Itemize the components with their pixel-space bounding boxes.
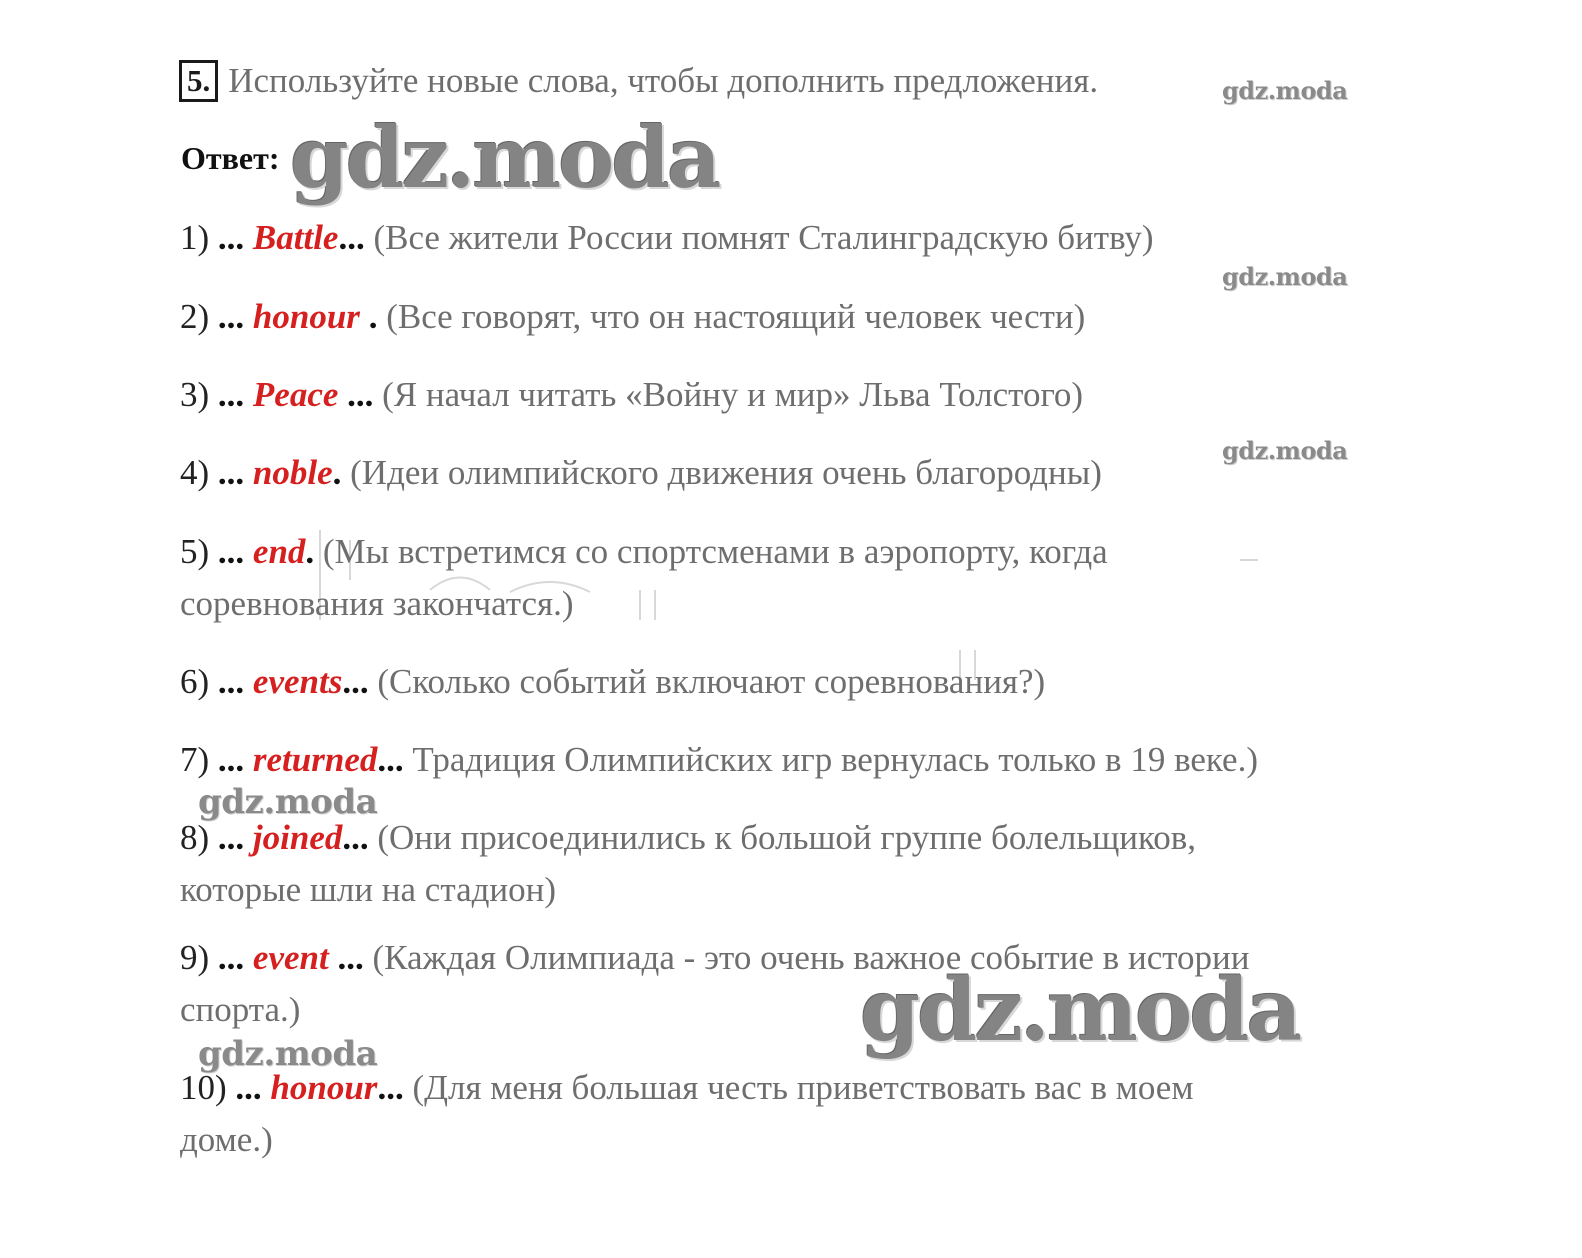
item-translation: (Сколько событий включают соревнования?) (377, 662, 1046, 701)
item-dots: ... (209, 818, 253, 857)
watermark-logo: gdz.moda (1222, 76, 1348, 105)
item-dots: ... (209, 375, 253, 414)
answer-item-6 (180, 656, 1410, 708)
item-translation-continued: доме.) (180, 1120, 273, 1159)
item-dots: ... (338, 218, 374, 257)
task-number: 5. (179, 60, 218, 102)
item-dots: ... (342, 662, 378, 701)
item-translation: (Все жители России помнят Сталинградскую битву) (373, 218, 1154, 257)
item-number: 4) (180, 453, 210, 492)
item-number: 7) (180, 740, 210, 779)
answer-word: noble (252, 453, 333, 492)
answer-word: Peace (252, 375, 339, 414)
item-number: 9) (180, 938, 210, 977)
item-translation: (Идеи олимпийского движения очень благородны) (350, 453, 1102, 492)
item-dots: ... (338, 375, 383, 414)
item-number: 5) (180, 532, 210, 571)
item-translation: Традиция Олимпийских игр вернулась только в 19 веке.) (412, 740, 1258, 779)
item-dots: ... (209, 740, 253, 779)
item-number: 8) (180, 818, 210, 857)
answer-item-4 (180, 447, 1410, 499)
answer-word: Battle (252, 218, 339, 257)
answer-word: honour (270, 1068, 378, 1107)
item-translation: (Мы встретимся со спортсменами в аэропорту, когда (322, 532, 1108, 571)
item-number: 2) (180, 297, 210, 336)
item-dots: ... (328, 938, 373, 977)
item-dots: ... (209, 532, 253, 571)
watermark-logo: gdz.moda (198, 782, 378, 822)
item-translation: (Каждая Олимпиада - это очень важное событие в истории (372, 938, 1250, 977)
answer-word: joined (252, 818, 343, 857)
answer-word: returned (252, 740, 378, 779)
item-dots: ... (209, 938, 253, 977)
item-dots: . (305, 532, 323, 571)
watermark-logo: gdz.moda (198, 1034, 378, 1074)
answer-item-7 (180, 734, 1410, 786)
item-dots: ... (226, 1068, 271, 1107)
item-number: 1) (180, 218, 210, 257)
item-number: 6) (180, 662, 210, 701)
item-translation-continued: которые шли на стадион) (180, 870, 557, 909)
item-dots: ... (209, 453, 253, 492)
item-dots: ... (342, 818, 378, 857)
task-instruction: Используйте новые слова, чтобы дополнить предложения. (228, 61, 1099, 100)
item-dots: ... (377, 1068, 413, 1107)
item-dots: . (332, 453, 351, 492)
watermark-logo: gdz.moda (860, 960, 1300, 1061)
item-number: 10) (180, 1068, 227, 1107)
item-translation: (Я начал читать «Войну и мир» Льва Толстого) (382, 375, 1084, 414)
watermark-logo: gdz.moda (1222, 262, 1348, 291)
item-dots: . (359, 297, 387, 336)
item-number: 3) (180, 375, 210, 414)
task-header (179, 58, 1098, 104)
item-translation: (Для меня большая честь приветствовать вас в моем (412, 1068, 1194, 1107)
answer-item-5 (180, 526, 1410, 630)
item-translation: (Все говорят, что он настоящий человек чести) (386, 297, 1086, 336)
item-dots: ... (209, 297, 253, 336)
item-dots: ... (209, 662, 253, 701)
item-translation: (Они присоединились к большой группе болельщиков, (377, 818, 1196, 857)
answer-item-10 (180, 1062, 1410, 1166)
answer-word: honour (252, 297, 360, 336)
answer-word: end (252, 532, 306, 571)
watermark-logo: gdz.moda (290, 108, 719, 207)
answer-item-2 (180, 291, 1410, 343)
answer-item-1 (180, 212, 1410, 264)
answer-label: Ответ: (181, 140, 280, 176)
watermark-logo: gdz.moda (1222, 436, 1348, 465)
item-translation-continued: спорта.) (180, 990, 301, 1029)
item-dots: ... (209, 218, 253, 257)
answer-item-3 (180, 369, 1410, 421)
answer-word: event (252, 938, 329, 977)
answer-word: events (252, 662, 343, 701)
item-dots: ... (377, 740, 413, 779)
answer-item-8 (180, 812, 1410, 916)
item-translation-continued: соревнования закончатся.) (180, 584, 574, 623)
